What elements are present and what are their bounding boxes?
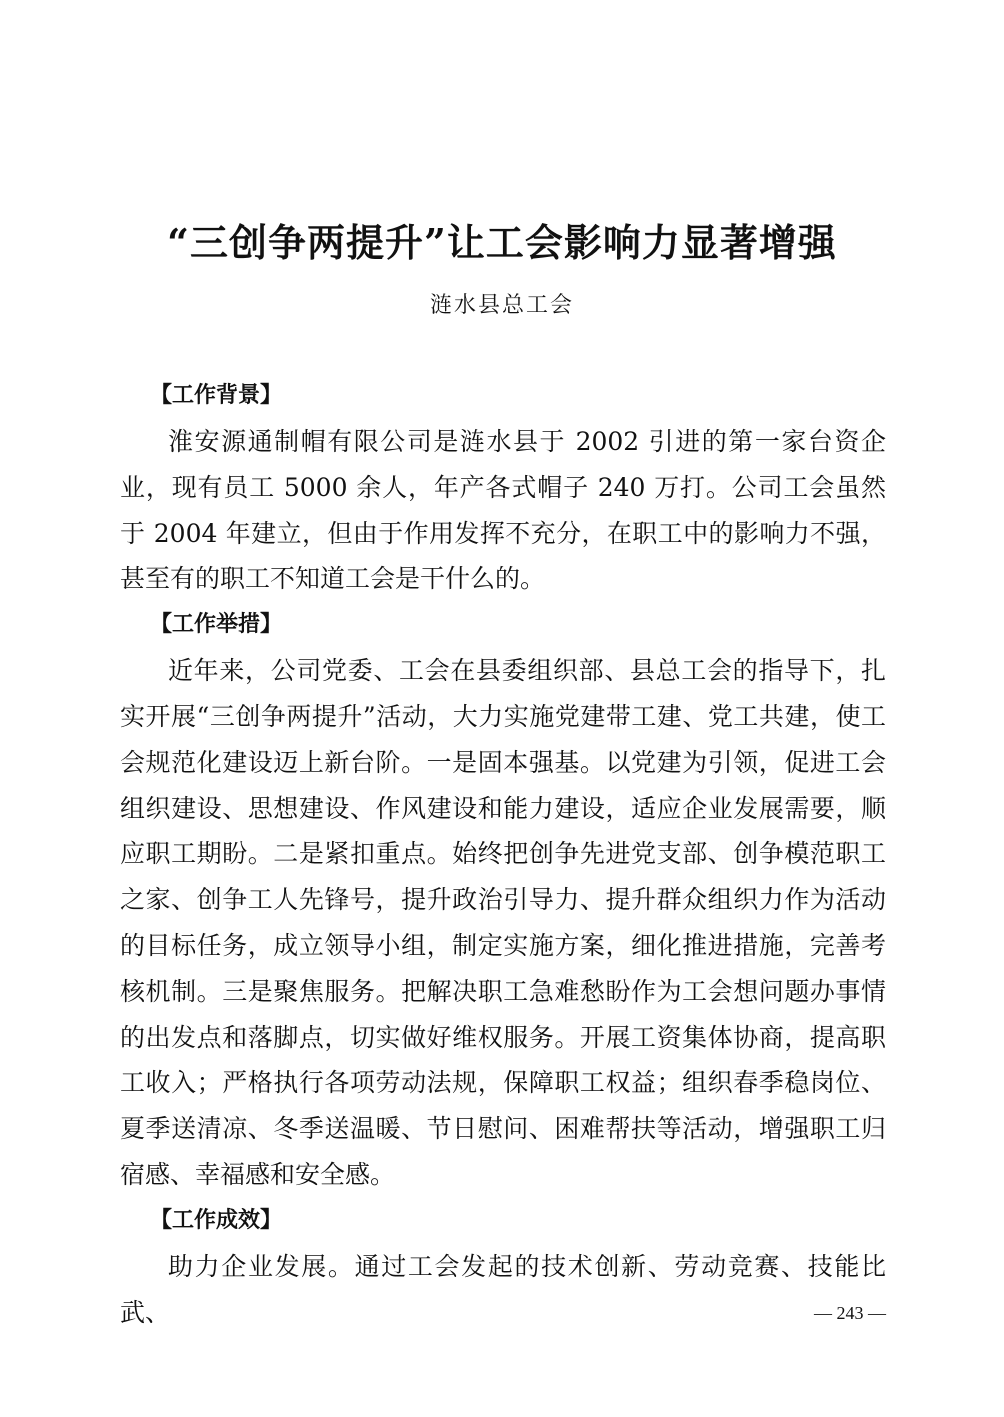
paragraph: 助力企业发展。通过工会发起的技术创新、劳动竞赛、技能比武、 — [120, 1251, 886, 1327]
section-measures — [120, 602, 886, 1198]
section-heading: 【工作举措】 — [150, 612, 283, 638]
document-title: “三创争两提升”让工会影响力显著增强 — [167, 220, 837, 265]
document-author: 涟水县总工会 — [429, 293, 574, 318]
section-heading: 【工作成效】 — [150, 1207, 283, 1233]
paragraph: 淮安源通制帽有限公司是涟水县于 2002 引进的第一家台资企业，现有员工 5000 余人，年产各式帽子 240 万打。公司工会虽然于 2004 年建立，但由于作用发挥不充分，在职工中的影响力不强，甚至有的职工不知道工会是干什么的。 — [120, 427, 886, 594]
section-results — [120, 1198, 886, 1336]
page-number: — 243 — — [814, 1303, 886, 1323]
section-heading: 【工作背景】 — [150, 383, 283, 408]
document-body — [120, 373, 886, 1335]
paragraph: 近年来，公司党委、工会在县委组织部、县总工会的指导下，扎实开展“三创争两提升”活动，大力实施党建带工建、党工共建，使工会规范化建设迈上新台阶。一是固本强基。以党建为引领，促进工会组织建设、思想建设、作风建设和能力建设，适应企业发展需要，顺应职工期盼。二是紧扣重点。始终把创争先进党支部、创争模范职工之家、创争工人先锋号，提升政治引导力、提升群众组织力作为活动的目标任务，成立领导小组，制定实施方案，细化推进措施，完善考核机制。三是聚焦服务。把解决职工急难愁盼作为工会想问题办事情的出发点和落脚点，切实做好维权服务。开展工资集体协商，提高职工收入；严格执行各项劳动法规，保障职工权益；组织春季稳岗位、夏季送清凉、冬季送温暖、节日慰问、困难帮扶等活动，增强职工归宿感、幸福感和安全感。 — [120, 656, 886, 1189]
section-background — [120, 373, 886, 602]
